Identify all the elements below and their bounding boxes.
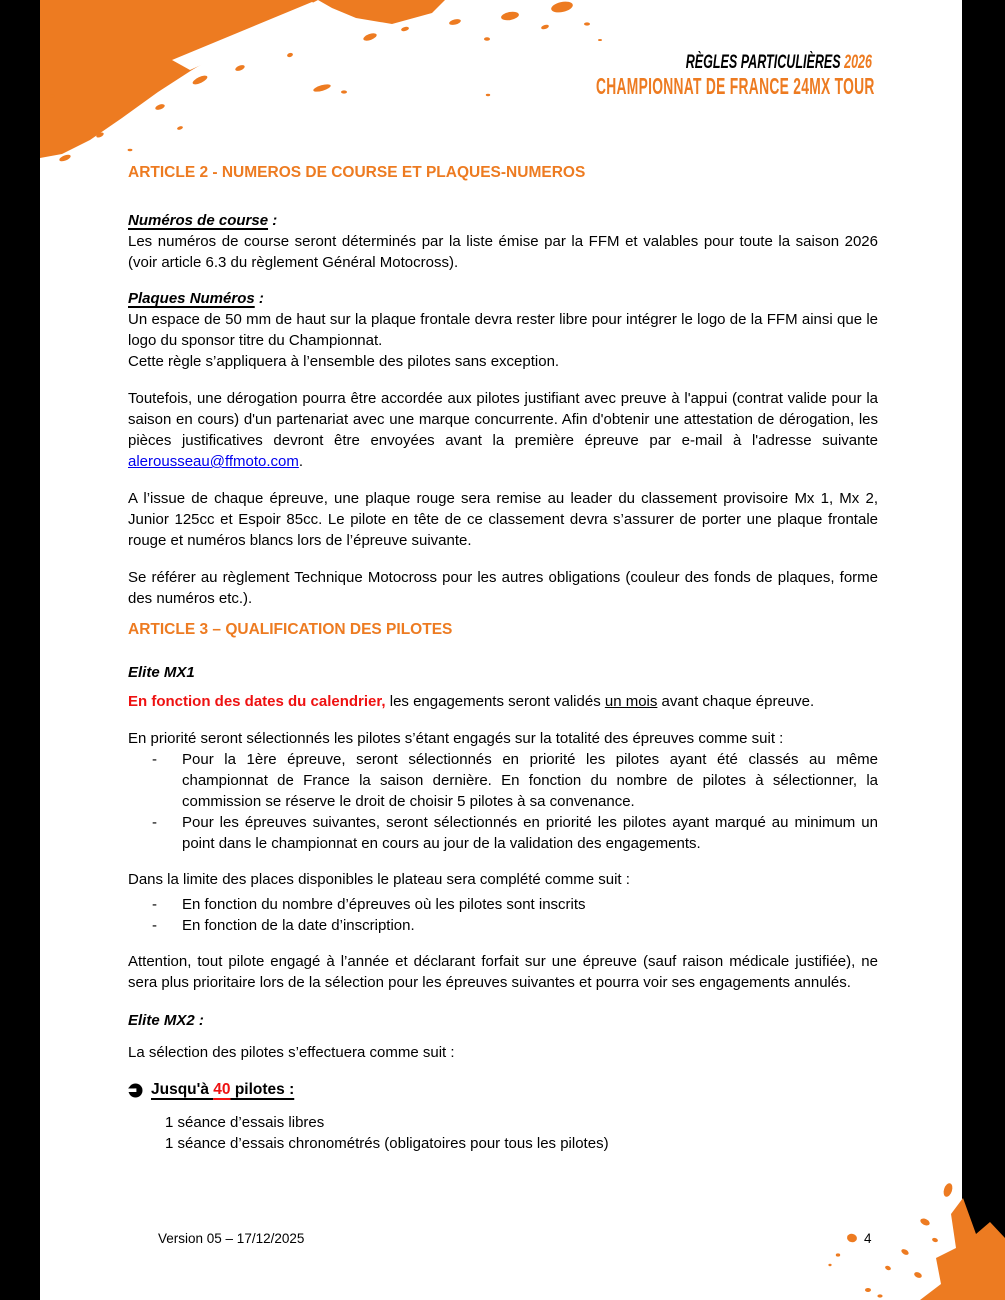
sessions-list <box>128 1112 878 1154</box>
left-black-band <box>0 0 40 1300</box>
derogation-paragraph: Toutefois, une dérogation pourra être accordée aux pilotes justifiant avec preuve à l'appui (contrat valide pour la saison en cours) d'un partenariat avec une marque concurrente. Afin d'obtenir une attestation de dérogation, les pièces justificatives devront être envoyées avant la première épreuve par e-mail à l'adresse suivante alerousseau@ffmoto.com. <box>128 390 878 470</box>
dash-marker: - <box>152 751 157 768</box>
dash-marker: - <box>152 814 157 831</box>
dash-marker: - <box>152 896 157 913</box>
attention-paragraph: Attention, tout pilote engagé à l’année et déclarant forfait sur une épreuve (sauf raison médicale justifiée), ne sera plus prioritaire lors de la sélection pour les épreuves suivantes et pourra voir ses engagements annulés. <box>128 953 878 991</box>
article3-heading: ARTICLE 3 – QUALIFICATION DES PILOTES <box>128 621 453 638</box>
list-item: - En fonction du nombre d’épreuves où les pilotes sont inscrits <box>128 894 878 915</box>
red-emphasis-text: En fonction des dates du calendrier, <box>128 693 386 710</box>
list-item: - Pour les épreuves suivantes, seront sélectionnés en priorité les pilotes ayant marqué au minimum un point dans le championnat en cours au jour de la validation des engagements. <box>128 812 878 854</box>
elite-mx1-subheading: Elite MX1 <box>128 664 195 681</box>
selection-intro-paragraph: La sélection des pilotes s’effectuera comme suit : <box>128 1044 455 1061</box>
numeros-course-subheading: Numéros de course : <box>128 212 278 229</box>
brand-title-text: RÈGLES PARTICULIÈRES <box>685 52 845 73</box>
plaques-numeros-subheading: Plaques Numéros : <box>128 290 264 307</box>
brand-title-year: 2026 <box>844 52 872 73</box>
un-mois-underlined: un mois <box>604 693 658 710</box>
places-bullet-list <box>128 894 878 936</box>
email-link[interactable]: alerousseau@ffmoto.com <box>128 453 299 470</box>
list-item: - Pour la 1ère épreuve, seront sélectionnés en priorité les pilotes ayant été classés au même championnat de France la saison dernière. En fonction du nombre de pilotes à sélectionner, la commission se réserve le droit de choisir 5 pilotes à sa convenance. <box>128 749 878 812</box>
footer-version: Version 05 – 17/12/2025 <box>158 1231 305 1246</box>
priorite-bullet-list <box>128 749 878 854</box>
jusqua-40-pilotes-heading: Jusqu'à 40 pilotes : <box>128 1079 878 1100</box>
plaque-rouge-paragraph: A l’issue de chaque épreuve, une plaque rouge sera remise au leader du classement provisoire Mx 1, Mx 2, Junior 125cc et Espoir 85cc. Le pilote en tête de ce classement devra s’assurer de porter une plaque frontale rouge et numéros blancs lors de l’épreuve suivante. <box>128 490 878 549</box>
list-item: - En fonction de la date d’inscription. <box>128 915 878 936</box>
article2-heading: ARTICLE 2 - NUMEROS DE COURSE ET PLAQUES-NUMEROS <box>128 164 586 181</box>
session-line: 1 séance d’essais libres <box>165 1114 325 1131</box>
plaques-paragraph-1: Un espace de 50 mm de haut sur la plaque frontale devra rester libre pour intégrer le logo de la FFM ainsi que le logo du sponsor titre du Championnat. <box>128 311 878 349</box>
elite-mx2-subheading: Elite MX2 : <box>128 1012 204 1029</box>
session-line: 1 séance d’essais chronométrés (obligatoires pour tous les pilotes) <box>165 1135 609 1152</box>
places-intro-paragraph: Dans la limite des places disponibles le plateau sera complété comme suit : <box>128 871 630 888</box>
priorite-intro-paragraph: En priorité seront sélectionnés les pilotes s’étant engagés sur la totalité des épreuves comme suit : <box>128 730 784 747</box>
numeros-course-paragraph: Les numéros de course seront déterminés par la liste émise par la FFM et valables pour toute la saison 2026 (voir article 6.3 du règlement Général Motocross). <box>128 233 878 271</box>
curved-arrow-bullet-icon <box>128 1083 143 1098</box>
document-body <box>128 0 878 1154</box>
reference-paragraph: Se référer au règlement Technique Motocross pour les autres obligations (couleur des fonds de plaques, forme des numéros etc.). <box>128 569 878 607</box>
paint-splatter-bottom-right-icon <box>810 1150 1005 1300</box>
brand-subtitle: CHAMPIONNAT DE FRANCE 24MX TOUR <box>596 73 875 99</box>
dash-marker: - <box>152 917 157 934</box>
calendrier-paragraph: En fonction des dates du calendrier, les engagements seront validés un mois avant chaque épreuve. <box>128 693 815 710</box>
plaques-paragraph-2: Cette règle s’appliquera à l’ensemble des pilotes sans exception. <box>128 353 560 370</box>
right-black-band <box>962 0 1005 1300</box>
page-number: 4 <box>864 1231 872 1246</box>
pilote-count: 40 <box>213 1081 231 1098</box>
